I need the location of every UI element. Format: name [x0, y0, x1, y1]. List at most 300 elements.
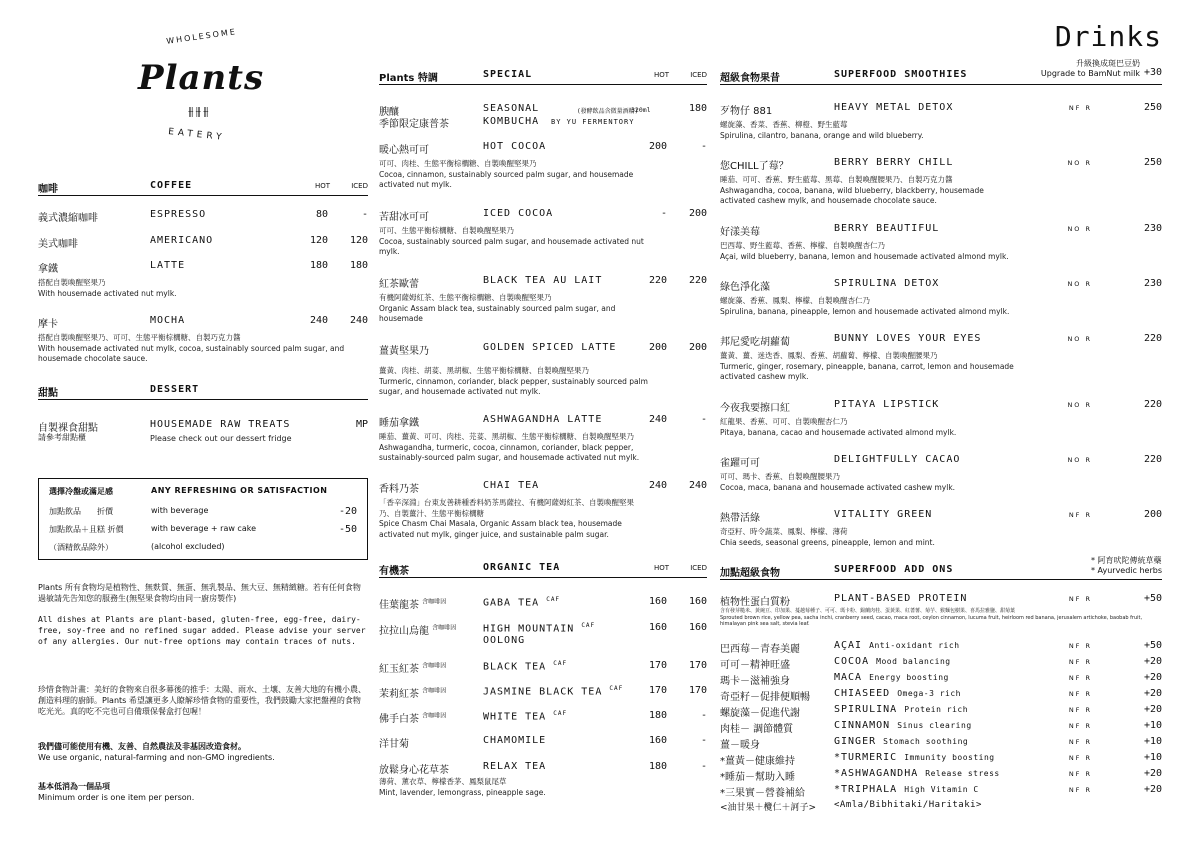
diet-flags: NF R [1068, 754, 1092, 762]
logo-name: Plants [138, 58, 265, 98]
diet-flags: NF R [1068, 104, 1092, 112]
upgrade-note-zh: 升級換成斑巴豆奶 [1076, 59, 1140, 68]
discount-row [49, 506, 357, 520]
row-price: -20 [338, 506, 357, 517]
item-name-zh: 雀躍可可 [720, 458, 760, 469]
iced-price: - [700, 710, 707, 721]
item-description [379, 777, 707, 798]
box-title-en: ANY REFRESHING OR SATISFACTION [151, 486, 328, 495]
item-name-en: ESPRESSO [150, 209, 207, 220]
addon-name-en: *TURMERIC [834, 752, 898, 763]
food-waste-note: 珍惜食物計畫：美好的食物來自很多幕後的推手：太陽、雨水、土壤、友善大地的有機小農、創造料理的廚師。Plants 希望讓更多人瞭解珍惜食物的重要性，我們鼓勵大家把盤裡的食物吃光光。真的吃不完也可自備環保餐盒打包喔！ [38, 685, 366, 716]
item-name-en: BERRY BERRY CHILL [834, 157, 954, 168]
item-description [720, 296, 1162, 317]
item-name-en: GOLDEN SPICED LATTE [483, 342, 617, 353]
desc-en: Ashwagandha, turmeric, cocoa, cinnamon, coriander, black pepper, [379, 442, 634, 452]
iced-label: ICED [690, 564, 707, 572]
item-name-zh: 拿鐵 [38, 264, 58, 275]
item-description [720, 241, 1162, 262]
hot-price: 220 [648, 275, 667, 286]
diet-flags: NF R [1068, 642, 1092, 650]
addon-name-zh: 薑－暖身 [720, 740, 760, 751]
item-name-zh: 邦尼愛吃胡蘿蔔 [720, 337, 790, 348]
diet-flags: NF R [1068, 674, 1092, 682]
item-name-en: HOUSEMADE RAW TREATS [150, 419, 291, 430]
desc-zh: 含有發芽糙米、黃豌豆、印加果、蔓越莓種子、可可、瑪卡粉、鍚蘭肉桂、蛋黃果、紅蓍薯、菊芋、猴麵包樹果、喜馬拉雅鹽、甜菊葉 [720, 608, 1016, 614]
item-description [720, 472, 1162, 493]
item-description [720, 351, 1162, 383]
hot-price: 170 [648, 685, 667, 696]
desc-zh: 有機阿薩姆紅茶、生態平衡棕櫚糖、自製喚醒堅果乃 [379, 293, 552, 302]
caffeine-mark: 含咖啡因 [422, 712, 447, 720]
item-name-en: GABA TEA [483, 597, 540, 609]
iced-price: - [361, 209, 368, 220]
item-name-zh: 暖心熱可可 [379, 145, 429, 156]
item-name-en: DELIGHTFULLY CACAO [834, 454, 961, 465]
item-note-zh: 請參考甜點櫃 [38, 433, 86, 442]
desc-zh: 薑黃、肉桂、胡荽、黑胡椒、生態平衡棕櫚糖、自製喚醒堅果乃 [379, 366, 589, 375]
item-name-en: BUNNY LOVES YOUR EYES [834, 333, 982, 344]
desc-zh: 薑黃、薑、迷迭香、鳳梨、香蕉、胡蘿蔔、檸檬、自製喚醒腰果乃 [720, 351, 938, 360]
addon-benefit: Mood balancing [876, 657, 951, 666]
section-title-en: COFFEE [150, 180, 193, 191]
iced-price: - [700, 414, 707, 425]
item-description [38, 333, 368, 365]
diet-flags: NO R [1067, 401, 1092, 409]
iced-price: 170 [688, 685, 707, 696]
allergen-note-zh: Plants 所有食物均是植物性、無麩質、無蛋、無乳製品、無大豆、無精緻糖。若有任何食物過敏請先告知您的服務生(無堅果食物均由同一廚房製作) [38, 583, 361, 603]
addon-name-en: SPIRULINA [834, 704, 898, 715]
section-title-zh: 甜點 [38, 388, 58, 399]
section-title-en: SUPERFOOD SMOOTHIES [834, 69, 968, 80]
triphala-ingredients-en: <Amla/Bibhitaki/Haritaki> [834, 800, 982, 810]
hot-price: 240 [648, 414, 667, 425]
kombucha-brewer: BY YU FERMENTORY [551, 118, 635, 126]
addon-cocoa [720, 656, 1162, 672]
addon-name-zh: *三果實－營養補給 [720, 788, 805, 799]
item-price: 220 [1143, 399, 1162, 410]
caffeine-tag: CAF [546, 596, 561, 603]
diet-flags: NF R [1068, 722, 1092, 730]
section-title-zh: 超級食物果昔 [720, 73, 780, 84]
item-name-en: BLACK TEA AU LAIT [483, 275, 603, 286]
item-name-en-cont: OOLONG [483, 635, 526, 646]
desc-zh: 睡茄、薑黃、可可、肉桂、芫荽、黑胡椒、生態平衡棕櫚糖、自製喚醒堅果乃 [379, 432, 634, 441]
item-name-zh: 植物性蛋白質粉 [720, 597, 790, 608]
item-price: MP [355, 419, 368, 430]
triphala-ingredients-zh: <油甘果＋欖仁＋訶子> [720, 803, 817, 813]
item-name-en-sub: KOMBUCHA [483, 116, 540, 127]
addon-price: +20 [1143, 672, 1162, 683]
item-description: Please check out our dessert fridge [150, 434, 292, 443]
item-name-zh: 義式濃縮咖啡 [38, 213, 98, 224]
diet-flags: NO R [1067, 335, 1092, 343]
hot-price: 200 [648, 342, 667, 353]
iced-price: - [700, 141, 707, 152]
addon-name-zh: *睡茄－幫助入睡 [720, 772, 795, 783]
item-name-en: CHAI TEA [483, 480, 540, 491]
desc-zh: 搭配自製喚醒堅果乃 [38, 278, 106, 287]
item-name-en: BERRY BEAUTIFUL [834, 223, 940, 234]
row-en: (alcohol excluded) [151, 542, 225, 551]
row-zh: 加點飲品 折價 [49, 507, 113, 516]
item-description [720, 120, 1162, 141]
addon-benefit: Immunity boosting [904, 753, 995, 762]
addon-price: +20 [1143, 784, 1162, 795]
addon-benefit: High Vitamin C [904, 785, 979, 794]
caffeine-tag: CAF [553, 710, 568, 717]
addon-triphala [720, 784, 1162, 800]
row-zh: （酒精飲品除外） [49, 543, 113, 552]
addon-ashwagandha [720, 768, 1162, 784]
item-name-en: HIGH MOUNTAIN [483, 623, 575, 635]
section-title-zh: 有機茶 [379, 566, 409, 577]
section-title-zh: 加點超級食物 [720, 568, 780, 579]
item-price: 220 [1143, 333, 1162, 344]
hot-price: 160 [648, 596, 667, 607]
desc-en: Mint, lavender, lemongrass, pineapple sage. [379, 787, 546, 797]
addon-name-en: CHIASEED [834, 688, 891, 699]
item-name-zh: 拉拉山烏龍 [379, 626, 429, 637]
item-name-en: VITALITY GREEN [834, 509, 933, 520]
iced-price: 200 [688, 342, 707, 353]
item-name-zh: 紅茶歐蕾 [379, 279, 419, 290]
desc-en: Turmeric, ginger, rosemary, pineapple, banana, carrot, lemon and housemade [720, 361, 1014, 371]
item-description [720, 527, 1162, 548]
section-title-en: DESSERT [150, 384, 200, 395]
iced-price: 120 [349, 235, 368, 246]
addon-price: +10 [1143, 752, 1162, 763]
logo-bottom-text: EATERY [167, 127, 226, 143]
hot-price: 80 [315, 209, 328, 220]
upgrade-note [1041, 59, 1140, 79]
addon-price: +10 [1143, 736, 1162, 747]
desc-en: Chia seeds, seasonal greens, pineapple, lemon and mint. [720, 537, 935, 547]
desc-en: Cocoa, maca, banana and housemade activated cashew mylk. [720, 482, 956, 492]
item-price: 250 [1143, 157, 1162, 168]
diet-flags: NO R [1067, 159, 1092, 167]
desc-en: Spirulina, cilantro, banana, orange and wild blueberry. [720, 130, 924, 140]
item-name-zh: 香料乃茶 [379, 484, 419, 495]
item-name-en: PITAYA LIPSTICK [834, 399, 940, 410]
desc-en: Spirulina, banana, pineapple, lemon and housemade activated almond mylk. [720, 306, 1010, 316]
hot-price: 180 [648, 710, 667, 721]
hot-price: 120 [309, 235, 328, 246]
addon-name-zh: *薑黃－健康維持 [720, 756, 795, 767]
desc-en: Pitaya, banana, cacao and housemade activated almond mylk. [720, 427, 957, 437]
caffeine-mark: 含咖啡因 [422, 687, 447, 695]
addon-ginger [720, 736, 1162, 752]
addon-name-zh: 螺旋藻－促進代謝 [720, 708, 800, 719]
hot-price: 180 [648, 761, 667, 772]
desc-zh: 可可、肉桂、生態平衡棕櫚糖、自製喚醒堅果乃 [379, 159, 537, 168]
item-name-zh: 佳葉龍茶 [379, 600, 419, 611]
ayurvedic-note-en: * Ayurvedic herbs [1091, 566, 1162, 575]
item-name-en: HOT COCOA [483, 141, 547, 152]
min-order-en: Minimum order is one item per person. [38, 793, 195, 802]
diet-flags: NO R [1067, 280, 1092, 288]
item-description [379, 293, 707, 325]
desc-en: Cocoa, cinnamon, sustainably sourced palm sugar, and housemade [379, 169, 634, 179]
item-description [379, 226, 707, 258]
iced-label: ICED [690, 71, 707, 79]
item-name-zh: 茉莉紅茶 [379, 689, 419, 700]
desc-en-cont: sugar, and housemade activated nut mylk. [379, 387, 541, 396]
addon-price: +10 [1143, 720, 1162, 731]
hot-price: 240 [648, 480, 667, 491]
item-price: 230 [1143, 223, 1162, 234]
upgrade-price: +30 [1143, 67, 1162, 78]
addon-name-zh: 巴西莓－青春美麗 [720, 644, 800, 655]
hot-price: - [660, 208, 667, 219]
item-name-zh: 美式咖啡 [38, 239, 78, 250]
item-price: 250 [1143, 102, 1162, 113]
item-price: 230 [1143, 278, 1162, 289]
desc-en: Spice Chasm Chai Masala, Organic Assam black tea, housemade [379, 519, 622, 528]
item-name-zh: 洋甘菊 [379, 739, 409, 750]
caffeine-tag: CAF [553, 660, 568, 667]
row-en: with beverage + raw cake [151, 524, 256, 533]
item-name-zh: 熱帶活綠 [720, 513, 760, 524]
item-description [379, 366, 707, 398]
item-name-zh: 睡茄拿鐵 [379, 418, 419, 429]
addon-benefit: Anti-oxidant rich [869, 641, 960, 650]
diet-flags: NF R [1068, 786, 1092, 794]
hot-price: 200 [648, 141, 667, 152]
kombucha-volume: 320ml [631, 106, 651, 114]
iced-price: 180 [349, 260, 368, 271]
section-organic-tea [379, 560, 707, 578]
desc-en-cont: activated cashew mylk, and housemade chocolate sauce. [720, 196, 937, 205]
item-name-zh: 苦甜冰可可 [379, 212, 429, 223]
desc-zh-cont: 乃、自製薑汁、生態平衡棕櫚糖 [379, 508, 484, 518]
hot-label: HOT [653, 564, 669, 572]
item-price: 200 [1143, 509, 1162, 520]
item-description [720, 608, 1162, 628]
desc-en-cont: activated nut mylk, ginger juice, and sustainable palm sugar. [379, 529, 609, 539]
desc-zh: 可可、瑪卡、香蕉、自製喚醒腰果乃 [720, 472, 840, 481]
section-title-zh: Plants 特調 [379, 73, 438, 84]
addon-name-en: CINNAMON [834, 720, 891, 731]
item-price: +50 [1143, 593, 1162, 604]
addon-chiaseed [720, 688, 1162, 704]
row-en: with beverage [151, 506, 209, 515]
item-name-zh: 歹物仔 881 [720, 106, 773, 117]
brand-logo [38, 27, 265, 160]
item-name-zh: 自製裸食甜點 [38, 423, 98, 434]
caffeine-tag: CAF [609, 685, 624, 692]
diet-flags: NF R [1068, 690, 1092, 698]
item-name-zh-sub: 季節限定康普茶 [379, 119, 449, 130]
discount-box [38, 478, 368, 560]
item-description [38, 278, 368, 299]
organic-note-zh: 我們儘可能使用有機、友善、自然農法及非基因改造食材。 [38, 742, 246, 751]
desc-en: Sprouted brown rice, yellow pea, sacha inchi, cranberry seed, cacao, maca root, ceylon cinnamon, lucuma fruit, heirloom red banana, jerusalem artichoke, baobab fruit, himalayan pink sea salt, stevia leaf. [720, 614, 1143, 627]
item-name-en: PLANT-BASED PROTEIN [834, 593, 968, 604]
iced-price: 220 [688, 275, 707, 286]
item-description [379, 432, 707, 464]
addon-name-zh: 奇亞籽－促排便順暢 [720, 692, 810, 703]
desc-en: With housemade activated nut mylk. [38, 288, 177, 298]
item-price: 220 [1143, 454, 1162, 465]
discount-row [49, 524, 357, 538]
desc-en-cont: mylk. [379, 247, 400, 256]
desc-zh: 紅龍果、香蕉、可可、自製喚醒杏仁乃 [720, 417, 848, 426]
addon-benefit: Sinus clearing [897, 721, 972, 730]
item-name-zh: 今夜我要擦口紅 [720, 403, 790, 414]
desc-zh: 可可、生態平衡棕櫚糖、自製喚醒堅果乃 [379, 226, 514, 235]
item-name-zh: 腴釀 [379, 107, 399, 118]
wheat-icon: ⫵⫵⫵ [188, 104, 211, 118]
iced-price: - [700, 761, 707, 772]
item-name-en: RELAX TEA [483, 761, 547, 772]
item-name-en: JASMINE BLACK TEA [483, 686, 603, 698]
diet-flags: NF R [1068, 706, 1092, 714]
diet-flags: NO R [1067, 456, 1092, 464]
iced-price: - [700, 735, 707, 746]
addon-price: +20 [1143, 768, 1162, 779]
iced-price: 240 [688, 480, 707, 491]
item-name-en: SPIRULINA DETOX [834, 278, 940, 289]
diet-flags: NF R [1068, 658, 1092, 666]
iced-price: 240 [349, 315, 368, 326]
item-name-en: MOCHA [150, 315, 186, 326]
addon-price: +20 [1143, 656, 1162, 667]
section-title-en: SPECIAL [483, 69, 533, 80]
item-name-zh: 好漾美莓 [720, 227, 760, 238]
desc-zh: 奇亞籽、時令蔬菜、鳳梨、檸檬、薄荷 [720, 527, 848, 536]
addon-benefit: Release stress [925, 769, 1000, 778]
item-name-en: WHITE TEA [483, 711, 547, 723]
minimum-order-note [38, 781, 368, 803]
item-name-en: AMERICANO [150, 235, 214, 246]
hot-label: HOT [653, 71, 669, 79]
iced-label: ICED [351, 182, 368, 190]
addon-name-zh: 肉桂－ 調節體質 [720, 724, 794, 735]
hot-price: 170 [648, 660, 667, 671]
desc-en: Açai, wild blueberry, banana, lemon and housemade activated almond mylk. [720, 251, 1009, 261]
addon-name-en: AÇAI [834, 640, 863, 651]
diet-flags: NF R [1068, 770, 1092, 778]
desc-en: Organic Assam black tea, sustainably sourced palm sugar, and [379, 303, 616, 313]
caffeine-mark: 含咖啡因 [432, 624, 457, 632]
item-description [379, 498, 707, 540]
desc-zh: 巴西莓、野生藍莓、香蕉、檸檬、自製喚醒杏仁乃 [720, 241, 885, 250]
kombucha-alcohol-note: (發酵飲品含微量酒精) [577, 108, 639, 115]
addon-turmeric [720, 752, 1162, 768]
logo-top-text: WHOLESOME [165, 27, 238, 46]
upgrade-note-en: Upgrade to BamNut milk [1040, 69, 1140, 78]
addon-name-en: MACA [834, 672, 863, 683]
section-coffee [38, 178, 368, 196]
min-order-zh: 基本低消為一個品項 [38, 782, 110, 791]
item-name-en: HEAVY METAL DETOX [834, 102, 954, 113]
hot-price: 160 [648, 735, 667, 746]
iced-price: 170 [688, 660, 707, 671]
iced-price: 160 [688, 596, 707, 607]
addon-benefit: Energy boosting [869, 673, 949, 682]
item-name-zh: 摩卡 [38, 319, 58, 330]
section-title-en: SUPERFOOD ADD ONS [834, 564, 954, 575]
addon-maca [720, 672, 1162, 688]
item-name-zh: 佛手白茶 [379, 714, 419, 725]
item-name-zh: 薑黃堅果乃 [379, 346, 429, 357]
row-zh: 加點飲品＋且糕 折價 [49, 525, 124, 534]
hot-price: 240 [309, 315, 328, 326]
diet-flags: NF R [1068, 738, 1092, 746]
addon-name-en: *TRIPHALA [834, 784, 898, 795]
page-title: Drinks [1054, 20, 1162, 53]
diet-flags: NF R [1068, 511, 1092, 519]
box-title-zh: 選擇冷盤或滿足感 [49, 487, 113, 496]
addon-cinnamon [720, 720, 1162, 736]
caffeine-tag: CAF [581, 622, 596, 629]
addon-name-en: GINGER [834, 736, 877, 747]
desc-zh: 搭配自製喚醒堅果乃、可可、生態平衡棕櫚糖、自製巧克力醬 [38, 333, 241, 342]
caffeine-mark: 含咖啡因 [422, 662, 447, 670]
item-name-en: ASHWAGANDHA LATTE [483, 414, 603, 425]
addon-name-en: *ASHWAGANDHA [834, 768, 919, 779]
ayurvedic-note-zh: * 阿育吠陀傳統草藥 [1091, 556, 1162, 565]
item-name-zh: 紅玉紅茶 [379, 664, 419, 675]
desc-zh: 螺旋藻、香菜、香蕉、柳橙、野生藍莓 [720, 120, 848, 129]
organic-note-en: We use organic, natural-farming and non-GMO ingredients. [38, 753, 275, 762]
section-title-en: ORGANIC TEA [483, 562, 561, 573]
iced-price: 160 [688, 622, 707, 633]
item-name-en: ICED COCOA [483, 208, 554, 219]
item-name-zh: 放鬆身心花草茶 [379, 765, 449, 776]
hot-price: 180 [309, 260, 328, 271]
ayurvedic-note [1091, 556, 1162, 576]
section-title-zh: 咖啡 [38, 184, 58, 195]
desc-zh: 螺旋藻、香蕉、鳳梨、檸檬、自製喚醒杏仁乃 [720, 296, 870, 305]
discount-row [49, 542, 357, 556]
hot-label: HOT [314, 182, 330, 190]
desc-zh: 睡茄、可可、香蕉、野生藍莓、黑莓、自製喚醒腰果乃、自製巧克力醬 [720, 175, 953, 184]
diet-flags: NO R [1067, 225, 1092, 233]
desc-en-cont: activated nut mylk. [379, 180, 452, 189]
item-name-en: BLACK TEA [483, 661, 547, 673]
addon-triphala-ingredients [720, 800, 1162, 816]
item-description [379, 159, 707, 191]
addon-benefit: Omega-3 rich [897, 689, 961, 698]
item-name-en: CHAMOMILE [483, 735, 547, 746]
section-special [379, 67, 707, 85]
item-price: 180 [688, 103, 707, 114]
desc-zh: 薄荷、薰衣草、檸檬香茅、鳳梨鼠尾草 [379, 777, 507, 786]
caffeine-mark: 含咖啡因 [422, 598, 447, 606]
desc-en: Ashwagandha, cocoa, banana, wild blueberry, blackberry, housemade [720, 185, 984, 195]
desc-en: With housemade activated nut mylk, cocoa, sustainably sourced palm sugar, and housemade chocolate sauce. [38, 343, 345, 363]
diet-flags: NF R [1068, 595, 1092, 603]
iced-price: 200 [688, 208, 707, 219]
addon-price: +50 [1143, 640, 1162, 651]
addon-name-zh: 瑪卡－滋補強身 [720, 676, 790, 687]
addon-benefit: Protein rich [904, 705, 969, 714]
item-name-en: LATTE [150, 260, 186, 271]
addon-spirulina [720, 704, 1162, 720]
section-add-ons [720, 556, 1162, 580]
desc-en-cont: housemade [379, 314, 423, 323]
desc-en: Cocoa, sustainably sourced palm sugar, and housemade activated nut [379, 236, 644, 246]
item-description [720, 175, 1162, 207]
addon-benefit: Stomach soothing [883, 737, 969, 746]
organic-note [38, 741, 368, 763]
desc-zh: 「香辛深淵」台東友善耕種香料奶茶馬薩拉、有機阿薩姆紅茶、自製喚醒堅果 [379, 498, 634, 507]
desc-en: Turmeric, cinnamon, coriander, black pepper, sustainably sourced palm [379, 376, 648, 386]
section-smoothies [720, 59, 1162, 85]
desc-en-cont: activated cashew mylk. [720, 372, 809, 381]
